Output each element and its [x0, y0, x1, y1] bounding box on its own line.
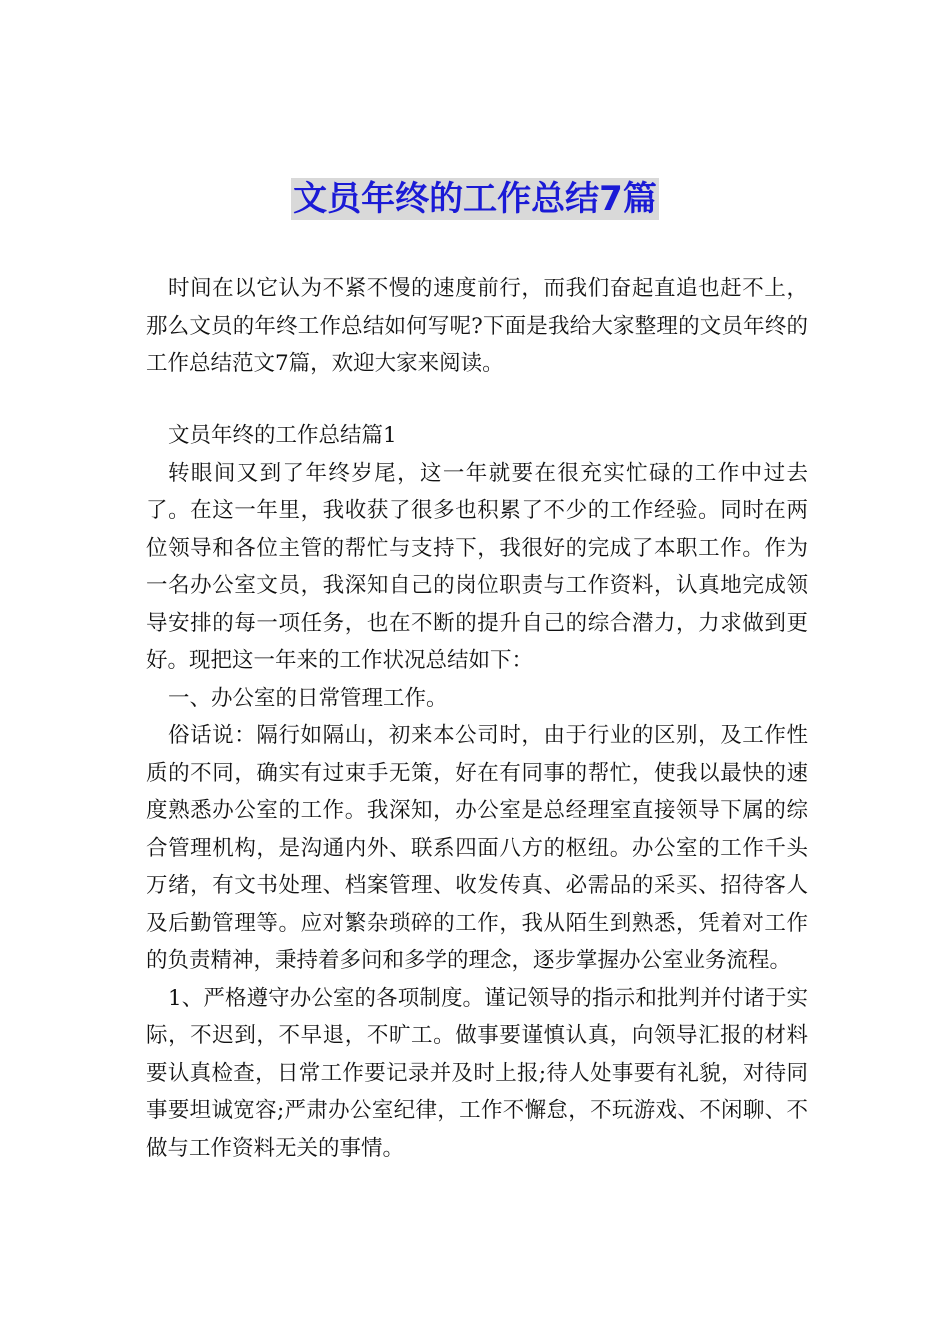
- section-heading: 文员年终的工作总结篇1: [168, 423, 397, 448]
- intro-paragraph: 时间在以它认为不紧不慢的速度前行，而我们奋起直追也赶不上，那么文员的年终工作总结如何写呢?下面是我给大家整理的文员年终的工作总结范文7篇，欢迎大家来阅读。: [146, 276, 808, 376]
- main-content: [146, 417, 808, 1167]
- paragraph-2: 俗话说：隔行如隔山，初来本公司时，由于行业的区别，及工作性质的不同，确实有过束手无策，好在有同事的帮忙，使我以最快的速度熟悉办公室的工作。我深知，办公室是总经理室直接领导下属的综合管理机构，是沟通内外、联系四面八方的枢纽。办公室的工作千头万绪，有文书处理、档案管理、收发传真、必需品的采买、招待客人及后勤管理等。应对繁杂琐碎的工作，我从陌生到熟悉，凭着对工作的负责精神，秉持着多问和多学的理念，逐步掌握办公室业务流程。: [146, 723, 808, 973]
- paragraph-3: 1、严格遵守办公室的各项制度。谨记领导的指示和批判并付诸于实际，不迟到，不早退，不旷工。做事要谨慎认真，向领导汇报的材料要认真检查，日常工作要记录并及时上报;待人处事要有礼貌，对待同事要坦诚宽容;严肃办公室纪律，工作不懈怠，不玩游戏、不闲聊、不做与工作资料无关的事情。: [146, 985, 808, 1161]
- document-title: 文员年终的工作总结7篇: [293, 179, 657, 219]
- subsection-heading: 一、办公室的日常管理工作。: [168, 685, 448, 711]
- title-container: [0, 178, 950, 220]
- intro-block: [146, 270, 808, 383]
- paragraph-1: 转眼间又到了年终岁尾，这一年就要在很充实忙碌的工作中过去了。在这一年里，我收获了很多也积累了不少的工作经验。同时在两位领导和各位主管的帮忙与支持下，我很好的完成了本职工作。作为一名办公室文员，我深知自己的岗位职责与工作资料，认真地完成领导安排的每一项任务，也在不断的提升自己的综合潜力，力求做到更好。现把这一年来的工作状况总结如下：: [146, 460, 808, 673]
